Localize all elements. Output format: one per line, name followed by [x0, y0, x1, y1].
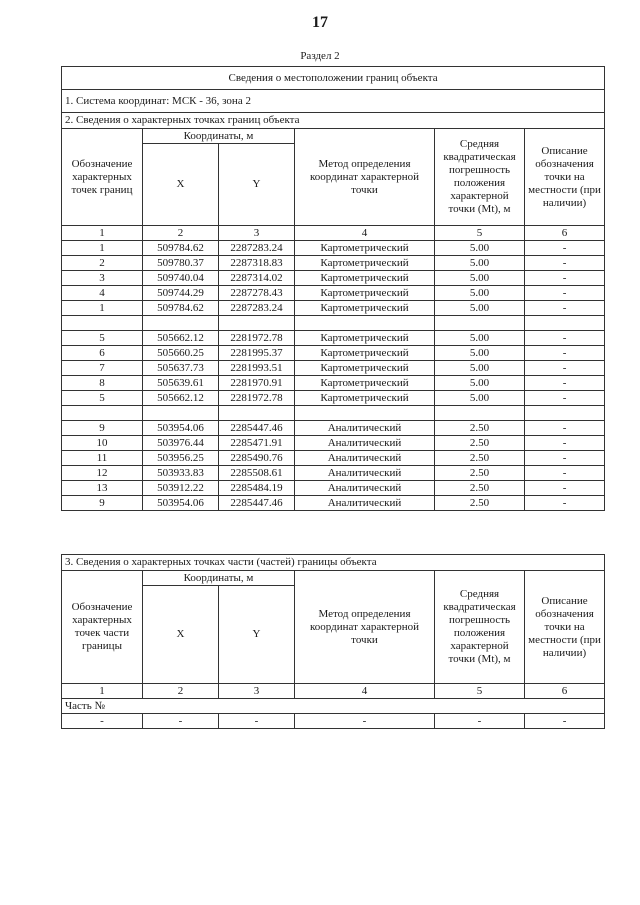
point-id-cell: 9 — [62, 496, 143, 511]
section-label: Раздел 2 — [300, 50, 340, 62]
y-cell: 2287278.43 — [219, 286, 295, 301]
y-cell: - — [219, 714, 295, 729]
table-row — [62, 436, 605, 451]
point-id-cell: 10 — [62, 436, 143, 451]
header-error: Средняя квадратическая погрешность положения характерной точки (Mt), м — [435, 129, 525, 226]
parts-header-error: Средняя квадратическая погрешность положения характерной точки (Mt), м — [435, 571, 525, 684]
y-cell: 2287314.02 — [219, 271, 295, 286]
description-cell: - — [525, 301, 605, 316]
error-cell: 2.50 — [435, 466, 525, 481]
description-cell: - — [525, 376, 605, 391]
description-cell: - — [525, 391, 605, 406]
point-id-cell: 4 — [62, 286, 143, 301]
method-cell: - — [295, 714, 435, 729]
empty-cell — [525, 316, 605, 331]
description-cell: - — [525, 436, 605, 451]
y-cell: 2285447.46 — [219, 496, 295, 511]
x-cell: 503933.83 — [143, 466, 219, 481]
method-cell: Картометрический — [295, 346, 435, 361]
description-cell: - — [525, 481, 605, 496]
contour-separator-row — [62, 406, 605, 421]
error-cell: 5.00 — [435, 346, 525, 361]
y-cell: 2287283.24 — [219, 301, 295, 316]
x-cell: 503976.44 — [143, 436, 219, 451]
method-cell: Аналитический — [295, 496, 435, 511]
point-id-cell: 7 — [62, 361, 143, 376]
description-cell: - — [525, 286, 605, 301]
y-cell: 2285447.46 — [219, 421, 295, 436]
column-number: 5 — [435, 684, 525, 699]
error-cell: 2.50 — [435, 481, 525, 496]
x-cell: 505662.12 — [143, 331, 219, 346]
description-cell: - — [525, 271, 605, 286]
empty-cell — [295, 406, 435, 421]
x-cell: 505660.25 — [143, 346, 219, 361]
header-coordinates: Координаты, м — [143, 129, 295, 144]
part-row — [62, 714, 605, 729]
table-row — [62, 391, 605, 406]
description-cell: - — [525, 421, 605, 436]
point-id-cell: 3 — [62, 271, 143, 286]
point-id-cell: 5 — [62, 391, 143, 406]
point-id-cell: - — [62, 714, 143, 729]
point-id-cell: 12 — [62, 466, 143, 481]
parts-header-x: X — [143, 586, 219, 684]
contour-separator-row — [62, 316, 605, 331]
table-title: Сведения о местоположении границ объекта — [62, 67, 605, 90]
description-cell: - — [525, 331, 605, 346]
method-cell: Аналитический — [295, 436, 435, 451]
method-cell: Картометрический — [295, 256, 435, 271]
table-row — [62, 256, 605, 271]
empty-cell — [435, 316, 525, 331]
column-number: 3 — [219, 684, 295, 699]
point-id-cell: 13 — [62, 481, 143, 496]
method-cell: Аналитический — [295, 481, 435, 496]
empty-cell — [435, 406, 525, 421]
column-number: 4 — [295, 226, 435, 241]
coordinate-system: 1. Система координат: МСК - 36, зона 2 — [62, 90, 605, 113]
column-number: 1 — [62, 226, 143, 241]
description-cell: - — [525, 451, 605, 466]
description-cell: - — [525, 256, 605, 271]
method-cell: Картометрический — [295, 301, 435, 316]
error-cell: 5.00 — [435, 331, 525, 346]
error-cell: 2.50 — [435, 496, 525, 511]
header-y: Y — [219, 144, 295, 226]
method-cell: Картометрический — [295, 361, 435, 376]
error-cell: 2.50 — [435, 436, 525, 451]
empty-cell — [219, 406, 295, 421]
empty-cell — [62, 406, 143, 421]
method-cell: Аналитический — [295, 466, 435, 481]
error-cell: 2.50 — [435, 421, 525, 436]
table-row — [62, 301, 605, 316]
method-cell: Аналитический — [295, 421, 435, 436]
parts-header-description: Описание обозначения точки на местности (при наличии) — [525, 571, 605, 684]
empty-cell — [295, 316, 435, 331]
description-cell: - — [525, 361, 605, 376]
column-number: 3 — [219, 226, 295, 241]
y-cell: 2281970.91 — [219, 376, 295, 391]
y-cell: 2285484.19 — [219, 481, 295, 496]
column-number-row — [62, 226, 605, 241]
parts-header-method: Метод определения координат характерной точки — [295, 571, 435, 684]
x-cell: 509784.62 — [143, 301, 219, 316]
y-cell: 2281972.78 — [219, 331, 295, 346]
column-number: 1 — [62, 684, 143, 699]
empty-cell — [219, 316, 295, 331]
table-row — [62, 451, 605, 466]
header-designation: Обозначение характерных точек границ — [62, 129, 143, 226]
method-cell: Картометрический — [295, 271, 435, 286]
table-row — [62, 376, 605, 391]
parts-header-y: Y — [219, 586, 295, 684]
points-heading: 2. Сведения о характерных точках границ объекта — [62, 113, 605, 129]
table-row — [62, 481, 605, 496]
empty-cell — [143, 406, 219, 421]
header-method: Метод определения координат характерной точки — [295, 129, 435, 226]
y-cell: 2285490.76 — [219, 451, 295, 466]
error-cell: 5.00 — [435, 286, 525, 301]
x-cell: 505639.61 — [143, 376, 219, 391]
y-cell: 2281993.51 — [219, 361, 295, 376]
description-cell: - — [525, 241, 605, 256]
point-id-cell: 8 — [62, 376, 143, 391]
parts-column-number-row — [62, 684, 605, 699]
table-row — [62, 466, 605, 481]
column-number: 5 — [435, 226, 525, 241]
x-cell: 503954.06 — [143, 421, 219, 436]
page-number: 17 — [312, 14, 328, 31]
point-id-cell: 1 — [62, 301, 143, 316]
description-cell: - — [525, 466, 605, 481]
column-number: 6 — [525, 684, 605, 699]
parts-heading: 3. Сведения о характерных точках части (частей) границы объекта — [62, 555, 605, 571]
y-cell: 2287283.24 — [219, 241, 295, 256]
method-cell: Картометрический — [295, 331, 435, 346]
column-number: 6 — [525, 226, 605, 241]
x-cell: 503956.25 — [143, 451, 219, 466]
method-cell: Картометрический — [295, 241, 435, 256]
description-cell: - — [525, 496, 605, 511]
error-cell: - — [435, 714, 525, 729]
point-id-cell: 6 — [62, 346, 143, 361]
header-x: X — [143, 144, 219, 226]
x-cell: 505662.12 — [143, 391, 219, 406]
x-cell: 503912.22 — [143, 481, 219, 496]
y-cell: 2285508.61 — [219, 466, 295, 481]
table-row — [62, 286, 605, 301]
part-label: Часть № — [62, 699, 605, 714]
error-cell: 5.00 — [435, 376, 525, 391]
parts-header-coordinates: Координаты, м — [143, 571, 295, 586]
point-id-cell: 5 — [62, 331, 143, 346]
table-row — [62, 331, 605, 346]
table-row — [62, 346, 605, 361]
description-cell: - — [525, 346, 605, 361]
point-id-cell: 2 — [62, 256, 143, 271]
boundary-table — [61, 66, 605, 511]
point-id-cell: 9 — [62, 421, 143, 436]
point-id-cell: 11 — [62, 451, 143, 466]
x-cell: 503954.06 — [143, 496, 219, 511]
y-cell: 2281995.37 — [219, 346, 295, 361]
x-cell: 509740.04 — [143, 271, 219, 286]
error-cell: 5.00 — [435, 241, 525, 256]
table-row — [62, 496, 605, 511]
description-cell: - — [525, 714, 605, 729]
error-cell: 5.00 — [435, 361, 525, 376]
y-cell: 2285471.91 — [219, 436, 295, 451]
table-row — [62, 271, 605, 286]
method-cell: Картометрический — [295, 376, 435, 391]
x-cell: 509744.29 — [143, 286, 219, 301]
column-number: 4 — [295, 684, 435, 699]
column-number: 2 — [143, 684, 219, 699]
point-id-cell: 1 — [62, 241, 143, 256]
parts-header-designation: Обозначение характерных точек части границы — [62, 571, 143, 684]
empty-cell — [62, 316, 143, 331]
part-label-row — [62, 699, 605, 714]
x-cell: 505637.73 — [143, 361, 219, 376]
header-description: Описание обозначения точки на местности (при наличии) — [525, 129, 605, 226]
method-cell: Аналитический — [295, 451, 435, 466]
error-cell: 5.00 — [435, 256, 525, 271]
empty-cell — [525, 406, 605, 421]
empty-cell — [143, 316, 219, 331]
error-cell: 5.00 — [435, 301, 525, 316]
error-cell: 5.00 — [435, 271, 525, 286]
x-cell: - — [143, 714, 219, 729]
column-number: 2 — [143, 226, 219, 241]
table-row — [62, 421, 605, 436]
x-cell: 509780.37 — [143, 256, 219, 271]
parts-table — [61, 554, 605, 729]
method-cell: Картометрический — [295, 286, 435, 301]
x-cell: 509784.62 — [143, 241, 219, 256]
error-cell: 2.50 — [435, 451, 525, 466]
table-row — [62, 241, 605, 256]
method-cell: Картометрический — [295, 391, 435, 406]
table-row — [62, 361, 605, 376]
y-cell: 2287318.83 — [219, 256, 295, 271]
error-cell: 5.00 — [435, 391, 525, 406]
y-cell: 2281972.78 — [219, 391, 295, 406]
